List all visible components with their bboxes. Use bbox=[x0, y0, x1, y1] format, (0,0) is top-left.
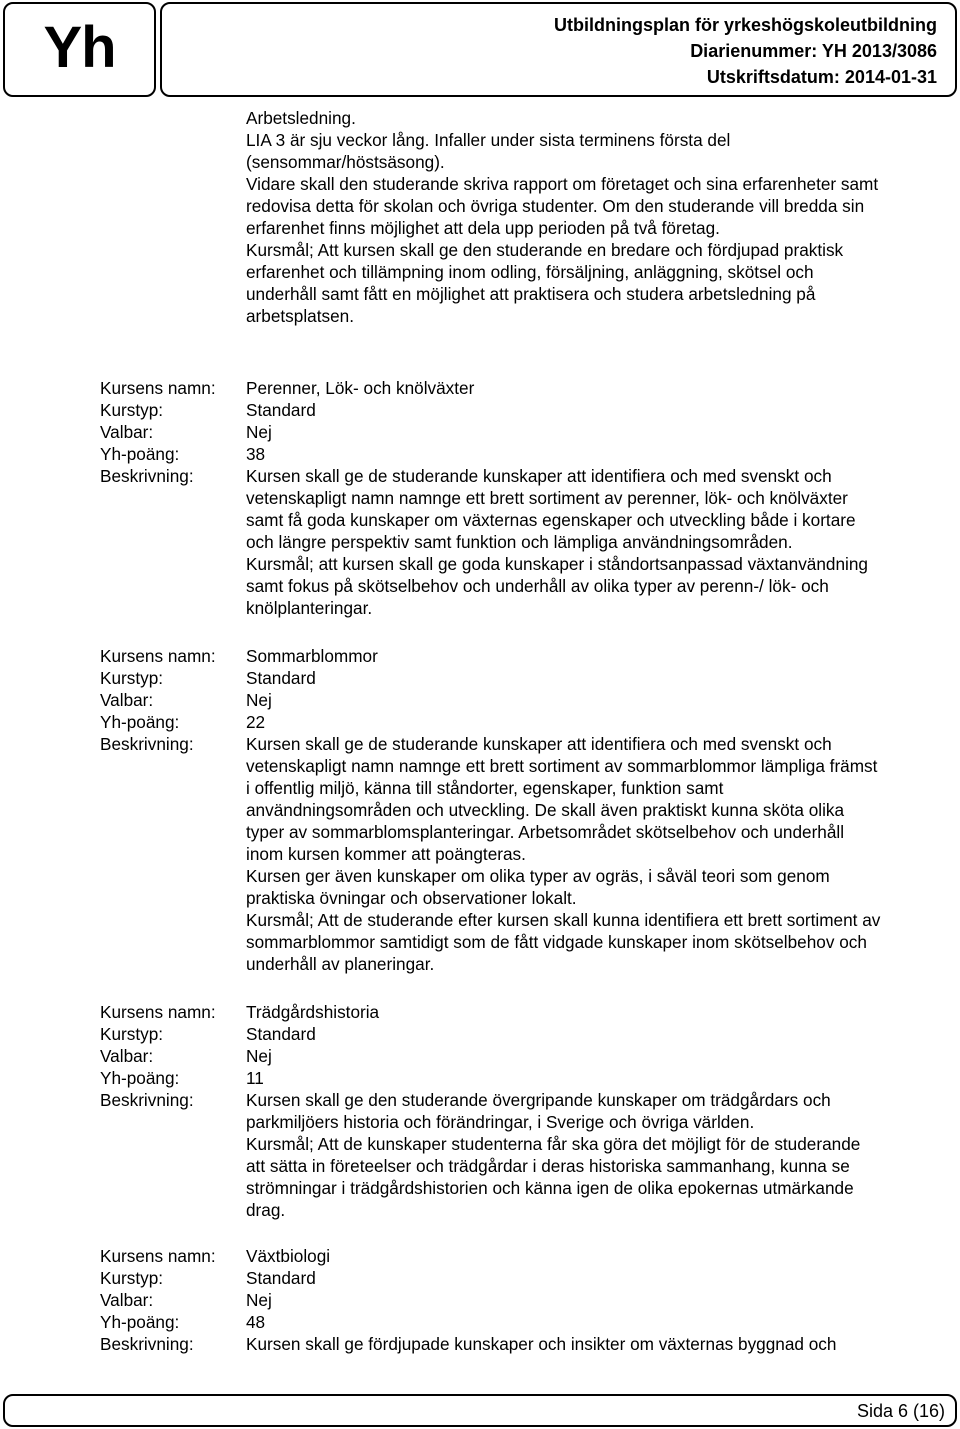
description-line: Kursen skall ge de studerande kunskaper att identifiera och med svenskt och bbox=[246, 466, 832, 486]
document-header bbox=[160, 2, 957, 97]
course-points-label: Yh-poäng: bbox=[100, 712, 180, 732]
course-type-label: Kurstyp: bbox=[100, 1024, 164, 1044]
course-points: 11 bbox=[246, 1068, 264, 1088]
intro-line: arbetsplatsen. bbox=[246, 306, 354, 326]
description-line: Kursmål; Att de studerande efter kursen skall kunna identifiera ett brett sortiment av bbox=[246, 910, 881, 930]
intro-line: Vidare skall den studerande skriva rapport om företaget och sina erfarenheter samt bbox=[246, 174, 879, 194]
course-elective: Nej bbox=[246, 1290, 272, 1310]
description-line: Kursmål; att kursen skall ge goda kunskaper i ståndortsanpassad växtanvändning bbox=[246, 554, 868, 574]
intro-line: erfarenhet och tillämpning inom odling, försäljning, anläggning, skötsel och bbox=[246, 262, 814, 282]
course-type-label: Kurstyp: bbox=[100, 1268, 164, 1288]
course-name: Perenner, Lök- och knölväxter bbox=[246, 378, 475, 398]
course-points: 22 bbox=[246, 712, 266, 732]
course-description-label: Beskrivning: bbox=[100, 466, 194, 486]
course-points: 38 bbox=[246, 444, 266, 464]
description-line: i offentlig miljö, känna till ståndorter, egenskaper, funktion samt bbox=[246, 778, 724, 798]
description-line: vetenskapligt namn namnge ett brett sortiment av perenner, lök- och knölväxter bbox=[246, 488, 848, 508]
yh-logo: Yh bbox=[43, 14, 116, 80]
course-name-label: Kursens namn: bbox=[100, 1246, 216, 1266]
description-line: typer av sommarblomsplanteringar. Arbetsområdet skötselbehov och underhåll bbox=[246, 822, 845, 842]
course-name-label: Kursens namn: bbox=[100, 1002, 216, 1022]
course-name: Sommarblommor bbox=[246, 646, 378, 666]
description-line: underhåll av planeringar. bbox=[246, 954, 435, 974]
description-line: att sätta in företeelser och trädgårdar i deras historiska sammanhang, kunna se bbox=[246, 1156, 850, 1176]
course-description bbox=[246, 1333, 836, 1355]
course-elective-label: Valbar: bbox=[100, 690, 154, 710]
course-name: Trädgårdshistoria bbox=[246, 1002, 380, 1022]
description-line: drag. bbox=[246, 1200, 286, 1220]
course-elective-label: Valbar: bbox=[100, 1046, 154, 1066]
course-points-label: Yh-poäng: bbox=[100, 444, 180, 464]
document-title: Utbildningsplan för yrkeshögskoleutbildning bbox=[553, 15, 937, 35]
course-description bbox=[246, 465, 868, 619]
course-description-label: Beskrivning: bbox=[100, 1090, 194, 1110]
course-block bbox=[100, 377, 958, 619]
course-points-label: Yh-poäng: bbox=[100, 1312, 180, 1332]
course-name-label: Kursens namn: bbox=[100, 646, 216, 666]
course-type: Standard bbox=[246, 1268, 316, 1288]
course-type-label: Kurstyp: bbox=[100, 668, 164, 688]
intro-line: Kursmål; Att kursen skall ge den studerande en bredare och fördjupad praktisk bbox=[246, 240, 844, 260]
course-elective: Nej bbox=[246, 690, 272, 710]
description-line: praktiska övningar och observationer lokalt. bbox=[246, 888, 577, 908]
course-block bbox=[100, 645, 958, 975]
description-line: samt få goda kunskaper om växternas egenskaper och utveckling både i kortare bbox=[246, 510, 856, 530]
description-line: knölplanteringar. bbox=[246, 598, 373, 618]
course-block bbox=[100, 1001, 958, 1221]
intro-line: Arbetsledning. bbox=[246, 108, 356, 128]
description-line: Kursen skall ge fördjupade kunskaper och insikter om växternas byggnad och bbox=[246, 1334, 837, 1354]
course-elective-label: Valbar: bbox=[100, 1290, 154, 1310]
course-description-label: Beskrivning: bbox=[100, 734, 194, 754]
description-line: sommarblommor samtidigt som de fått vidgade kunskaper inom skötselbehov och bbox=[246, 932, 867, 952]
description-line: Kursen skall ge den studerande övergripande kunskaper om trädgårdars och bbox=[246, 1090, 831, 1110]
description-line: vetenskapligt namn namnge ett brett sortiment av sommarblommor lämpliga främst bbox=[246, 756, 878, 776]
description-line: Kursmål; Att de kunskaper studenterna får ska göra det möjligt för de studerande bbox=[246, 1134, 861, 1154]
course-elective-label: Valbar: bbox=[100, 422, 154, 442]
course-name-label: Kursens namn: bbox=[100, 378, 216, 398]
course-elective: Nej bbox=[246, 422, 272, 442]
course-name: Växtbiologi bbox=[246, 1246, 331, 1266]
description-line: Kursen skall ge de studerande kunskaper att identifiera och med svenskt och bbox=[246, 734, 832, 754]
course-points-label: Yh-poäng: bbox=[100, 1068, 180, 1088]
description-line: samt fokus på skötselbehov och underhåll av olika typer av perenn-/ lök- och bbox=[246, 576, 829, 596]
course-description-label: Beskrivning: bbox=[100, 1334, 194, 1354]
intro-line: (sensommar/höstsäsong). bbox=[246, 152, 445, 172]
description-line: parkmiljöers historia och förändringar, i Sverige och övriga världen. bbox=[246, 1112, 755, 1132]
course-points: 48 bbox=[246, 1312, 266, 1332]
course-type: Standard bbox=[246, 400, 316, 420]
intro-line: erfarenhet finns möjlighet att dela upp perioden på två företag. bbox=[246, 218, 720, 238]
description-line: Kursen ger även kunskaper om olika typer av ogräs, i såväl teori som genom bbox=[246, 866, 830, 886]
course-description bbox=[246, 1089, 860, 1221]
description-line: strömningar i trädgårdshistorien och känna igen de olika epokernas utmärkande bbox=[246, 1178, 854, 1198]
course-elective: Nej bbox=[246, 1046, 272, 1066]
logo-box bbox=[3, 2, 156, 97]
diarienummer: Diarienummer: YH 2013/3086 bbox=[690, 41, 937, 61]
course-description bbox=[246, 733, 880, 975]
course-block bbox=[100, 1245, 958, 1355]
course-type: Standard bbox=[246, 668, 316, 688]
description-line: användningsområden och utveckling. De skall även praktiskt kunna sköta olika bbox=[246, 800, 845, 820]
page-footer bbox=[3, 1394, 957, 1427]
description-line: inom kursen kommer att poängteras. bbox=[246, 844, 526, 864]
course-type: Standard bbox=[246, 1024, 316, 1044]
description-line: och längre perspektiv samt funktion och lämpliga användningsområden. bbox=[246, 532, 793, 552]
intro-paragraph bbox=[246, 107, 958, 327]
utskriftsdatum: Utskriftsdatum: 2014-01-31 bbox=[706, 67, 937, 87]
intro-line: LIA 3 är sju veckor lång. Infaller under sista terminens första del bbox=[246, 130, 731, 150]
course-type-label: Kurstyp: bbox=[100, 400, 164, 420]
intro-line: underhåll samt fått en möjlighet att praktisera och studera arbetsledning på bbox=[246, 284, 816, 304]
page-number: Sida 6 (16) bbox=[856, 1401, 945, 1421]
intro-line: redovisa detta för skolan och övriga studenter. Om den studerande vill bredda sin bbox=[246, 196, 865, 216]
